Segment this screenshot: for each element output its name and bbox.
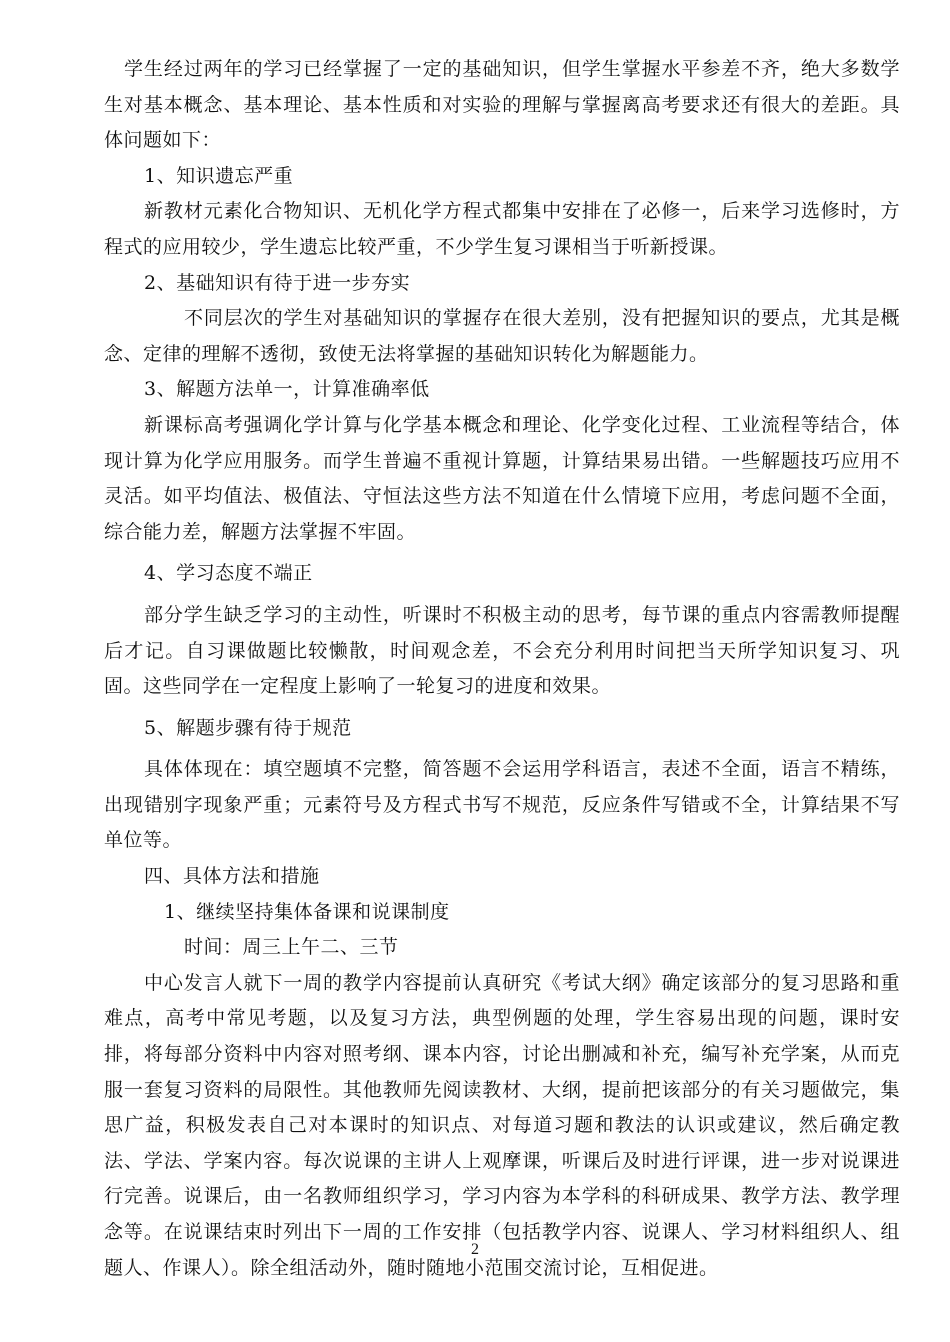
heading-learning-attitude: 4、学习态度不端正 [144, 562, 313, 585]
paragraph-collective-lesson-prep: 中心发言人就下一周的教学内容提前认真研究《考试大纲》确定该部分的复习思路和重难点，高考中常见考题，以及复习方法，典型例题的处理，学生容易出现的问题，课时安排，将每部分资料中内容对照考纲、课本内容，讨论出删减和补充，编写补充学案，从而克服一套复习资料的局限性。其他教师先阅读教材、大纲，提前把该部分的有关习题做完，集思广益，积极发表自己对本课时的知识点、对每道习题和教法的认识或建议，然后确定教法、学法、学案内容。每次说课的主讲人上观摩课，听课后及时进行评课，进一步对说课进行完善。说课后，由一名教师组织学习，学习内容为本学科的科研成果、教学方法、教学理念等。在说课结束时列出下一周的工作安排（包括教学内容、说课人、学习材料组织人、组题人、作课人）。除全组活动外，随时随地小范围交流讨论，互相促进。 [104, 971, 900, 1279]
document-body [104, 52, 900, 1286]
paragraph-learning-attitude: 部分学生缺乏学习的主动性，听课时不积极主动的思考，每节课的重点内容需教师提醒后才记。自习课做题比较懒散，时间观念差，不会充分利用时间把当天所学知识复习、巩固。这些同学在一定程度上影响了一轮复习的进度和效果。 [104, 603, 900, 698]
heading-basic-knowledge: 2、基础知识有待于进一步夯实 [144, 271, 411, 294]
schedule-time: 时间：周三上午二、三节 [184, 936, 399, 959]
heading-knowledge-forgetting: 1、知识遗忘严重 [144, 164, 294, 187]
heading-problem-solving: 3、解题方法单一，计算准确率低 [144, 378, 430, 401]
paragraph-basic-knowledge: 不同层次的学生对基础知识的掌握存在很大差别，没有把握知识的要点，尤其是概念、定律的理解不透彻，致使无法将掌握的基础知识转化为解题能力。 [104, 307, 900, 365]
paragraph-problem-solving: 新课标高考强调化学计算与化学基本概念和理论、化学变化过程、工业流程等结合，体现计算为化学应用服务。而学生普遍不重视计算题，计算结果易出错。一些解题技巧应用不灵活。如平均值法、极值法、守恒法这些方法不知道在什么情境下应用，考虑问题不全面，综合能力差，解题方法掌握不牢固。 [104, 413, 900, 543]
section-heading-methods: 四、具体方法和措施 [144, 865, 320, 888]
intro-paragraph: 学生经过两年的学习已经掌握了一定的基础知识，但学生掌握水平参差不齐，绝大多数学生对基本概念、基本理论、基本性质和对实验的理解与掌握离高考要求还有很大的差距。具体问题如下： [104, 58, 900, 152]
paragraph-solution-steps: 具体体现在：填空题填不完整，简答题不会运用学科语言，表述不全面，语言不精练，出现错别字现象严重；元素符号及方程式书写不规范，反应条件写错或不全，计算结果不写单位等。 [104, 758, 900, 852]
paragraph-knowledge-forgetting: 新教材元素化合物知识、无机化学方程式都集中安排在了必修一，后来学习选修时，方程式的应用较少，学生遗忘比较严重，不少学生复习课相当于听新授课。 [104, 200, 900, 258]
page-number: 2 [471, 1241, 479, 1258]
heading-collective-lesson-prep: 1、继续坚持集体备课和说课制度 [164, 900, 450, 923]
heading-solution-steps: 5、解题步骤有待于规范 [144, 716, 352, 739]
